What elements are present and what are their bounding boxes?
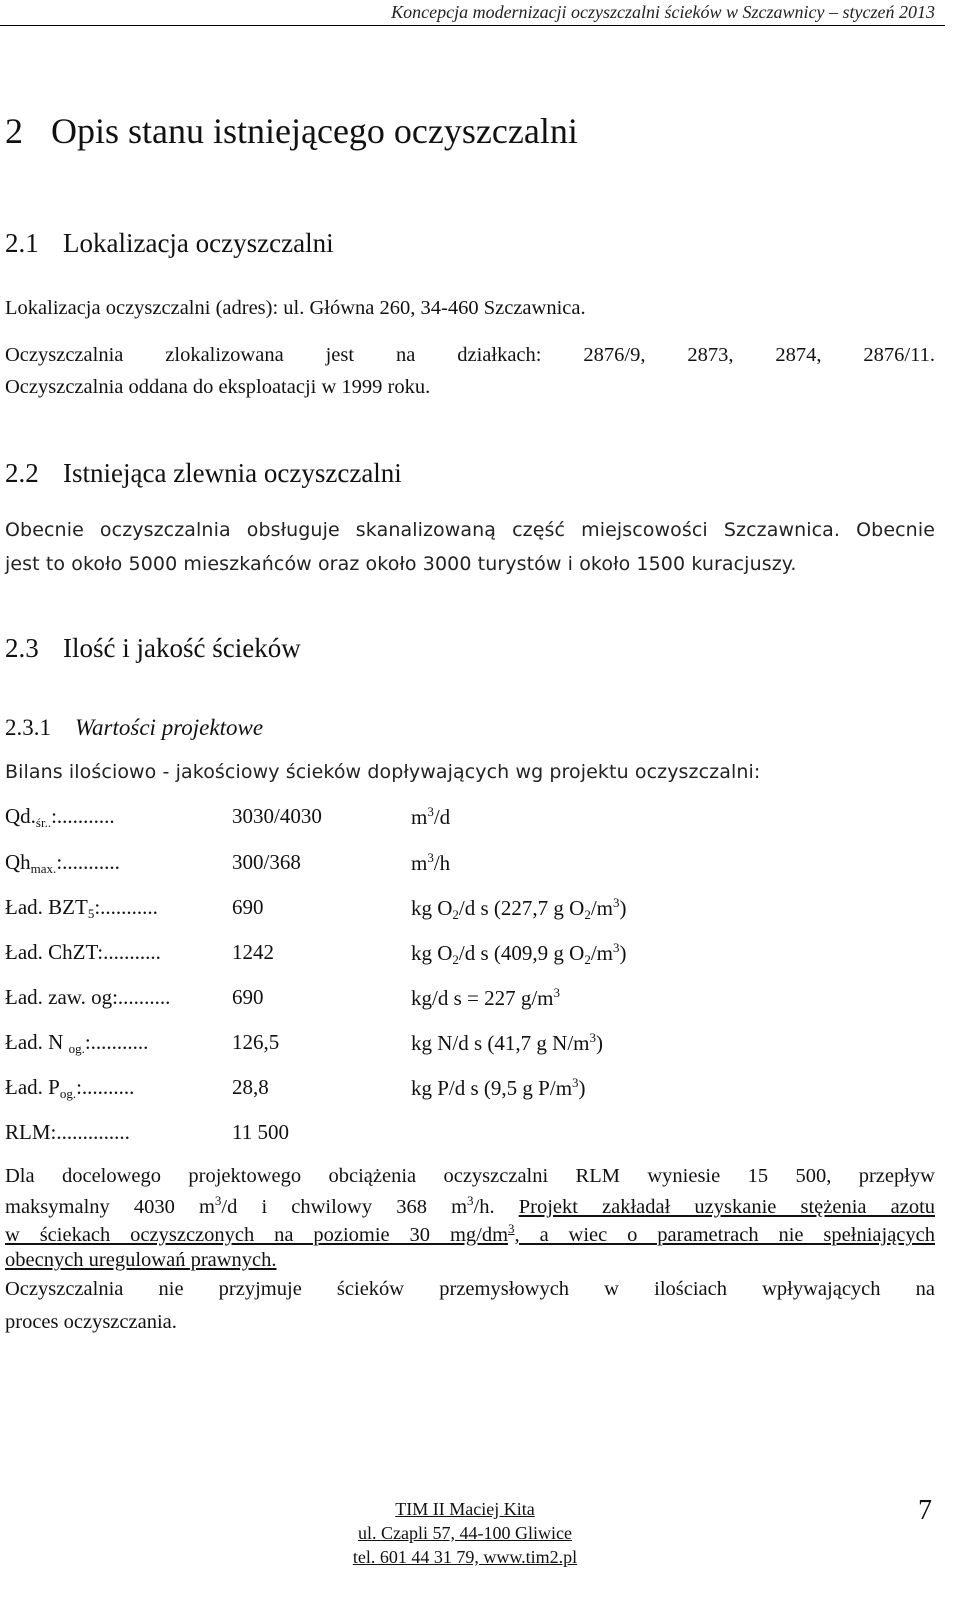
param-unit-qh: $m^3/h$ (411, 850, 451, 875)
address-paragraph: Lokalizacja oczyszczalni (adres): ul. Główna 260, 34-460 Szczawnica. (5, 297, 586, 319)
param-label-qd: $Qd._{śr..}$:........... (5, 804, 115, 830)
subsection-title: Ilość i jakość ścieków (63, 633, 301, 663)
design-load-line2: maksymalny 4030 $m^3/d$ i chwilowy 368 $m^3/h$. Projekt zakładał uzyskanie stężenia azotu (5, 1193, 936, 1218)
param-unit-p: kg P/d s (9,5 g $P/m^3$) (411, 1075, 586, 1100)
param-label-qh: $Qh_{max.}$:........... (5, 850, 120, 876)
param-value-qd: 3030/4030 (232, 804, 322, 828)
footer-contact (250, 1497, 680, 1569)
industrial-line1: Oczyszczalnia nie przyjmuje ścieków przemysłowych w ilościach wpływających na (5, 1278, 935, 1300)
design-load-line4: obecnych uregulowań prawnych. (5, 1249, 277, 1271)
param-label-n: Ład. N $_{og.}$:........... (5, 1030, 149, 1056)
plots-paragraph-line1: Oczyszczalnia zlokalizowana jest na działkach: 2876/9, 2873, 2874, 2876/11. (5, 344, 935, 366)
catchment-line1: Obecnie oczyszczalnia obsługuje skanalizowaną część miejscowości Szczawnica. Obecnie (5, 519, 935, 541)
param-unit-n: kg N/d s (41,7 g $N/m^3$) (411, 1030, 603, 1055)
subsection-number: 2.1 (5, 228, 39, 258)
footer-address: ul. Czapli 57, 44-100 Gliwice (358, 1523, 572, 1543)
param-value-n: 126,5 (232, 1030, 280, 1054)
balance-intro: Bilans ilościowo - jakościowy ścieków dopływających wg projektu oczyszczalni: (5, 761, 761, 783)
subsection-number: 2.2 (5, 458, 39, 488)
param-value-rlm: 11 500 (232, 1120, 289, 1144)
param-unit-chzt: kg $O_2/d$ s (409,9 g $O_2/m^3$) (411, 940, 627, 967)
param-label-chzt: Ład. ChZT:........... (5, 940, 161, 964)
page-number: 7 (918, 1495, 932, 1526)
param-unit-bzt: kg $O_2/d$ s (227,7 g $O_2/m^3$) (411, 895, 627, 922)
subsection-title: Lokalizacja oczyszczalni (63, 228, 334, 258)
param-label-p: Ład. $P_{og.}$:.......... (5, 1075, 135, 1101)
section-heading (5, 110, 578, 152)
running-header: Koncepcja modernizacji oczyszczalni ścieków w Szczawnicy – styczeń 2013 (391, 2, 935, 22)
section-title: Opis stanu istniejącego oczyszczalni (51, 111, 578, 151)
param-value-qh: 300/368 (232, 850, 301, 874)
subsection-title: Istniejąca zlewnia oczyszczalni (63, 458, 402, 488)
plots-paragraph-line2: Oczyszczalnia oddana do eksploatacji w 1999 roku. (5, 376, 431, 398)
design-load-line1: Dla docelowego projektowego obciążenia oczyszczalni RLM wyniesie 15 500, przepływ (5, 1165, 935, 1187)
param-value-chzt: 1242 (232, 940, 274, 964)
catchment-line2: jest to około 5000 mieszkańców oraz około 3000 turystów i około 1500 kuracjuszy. (5, 553, 797, 575)
industrial-line2: proces oczyszczania. (5, 1311, 177, 1333)
header-rule (0, 25, 945, 26)
subsection-number: 2.3 (5, 633, 39, 663)
param-value-zaw: 690 (232, 985, 264, 1009)
param-value-p: 28,8 (232, 1075, 269, 1099)
param-unit-qd: $m^3/d$ (411, 804, 451, 829)
subsection-heading-2-3 (5, 633, 301, 664)
subsection-heading-2-2 (5, 458, 402, 489)
subsubsection-title: Wartości projektowe (75, 715, 264, 740)
subsubsection-heading-2-3-1 (5, 715, 263, 741)
section-number: 2 (5, 111, 23, 151)
param-label-bzt: Ład. $BZT_5$:........... (5, 895, 158, 921)
param-label-rlm: RLM:.............. (5, 1120, 130, 1144)
design-load-line3: w ściekach oczyszczonych na poziomie 30 $mg/dm^3$, a wiec o parametrach nie spełniających (5, 1221, 935, 1246)
footer-contact-line: tel. 601 44 31 79, www.tim2.pl (352, 1547, 578, 1567)
subsubsection-number: 2.3.1 (5, 715, 51, 740)
param-unit-zaw: kg/d s = 227 $g/m^3$ (411, 985, 561, 1010)
param-value-bzt: 690 (232, 895, 264, 919)
param-label-zaw: Ład. zaw. og:.......... (5, 985, 171, 1009)
subsection-heading-2-1 (5, 228, 334, 259)
footer-company: TIM II Maciej Kita (395, 1499, 535, 1519)
